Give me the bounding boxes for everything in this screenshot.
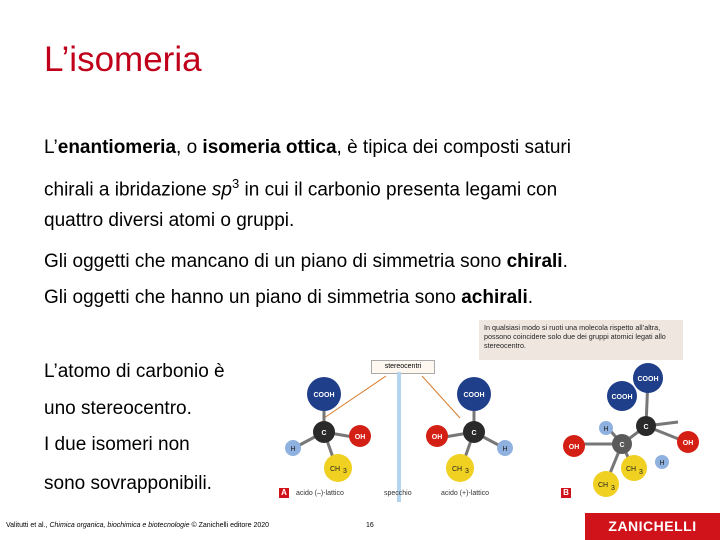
molecule-rotated <box>563 363 699 497</box>
text-run: Gli oggetti che mancano di un piano di simmetria sono <box>44 251 507 272</box>
term-sp: sp <box>211 179 232 201</box>
text-run: Valitutti et al., <box>6 522 50 529</box>
text-run: , è tipica dei composti saturi <box>336 137 571 158</box>
atom-label: H <box>659 460 665 467</box>
paragraph-enantiomeria <box>44 137 571 159</box>
panel-a-tag: A <box>279 488 289 498</box>
atom-label: COOH <box>463 392 485 399</box>
term-achirali: achirali <box>461 287 528 308</box>
arrow-right <box>422 376 460 418</box>
caption-mirror: specchio <box>384 490 412 497</box>
atom-label: COOH <box>611 394 633 401</box>
text-run: Gli oggetti che hanno un piano di simmetria sono <box>44 287 462 308</box>
paragraph-ibridazione <box>44 173 557 201</box>
book-title: Chimica organica, biochimica e biotecnologie <box>49 522 190 529</box>
term-enantiomeria: enantiomeria <box>57 137 177 158</box>
caption-right: acido (+)-lattico <box>441 490 490 497</box>
atom-label: CH <box>597 482 609 489</box>
paragraph-chirali <box>44 251 568 273</box>
atom-label: C <box>321 430 327 437</box>
atom-label: OH <box>568 444 580 451</box>
side-text-line: I due isomeri non <box>44 434 190 455</box>
lactic-acid-figure <box>276 318 716 504</box>
brand-logo: ZANICHELLI <box>585 513 720 540</box>
slide-title: L’isomeria <box>44 40 202 79</box>
atom-label: H <box>603 426 609 433</box>
molecule-right <box>426 377 513 482</box>
atom-label: OH <box>354 434 366 441</box>
footer-credit <box>6 522 269 529</box>
superscript-3: 3 <box>232 176 240 191</box>
term-chirali: chirali <box>506 251 563 272</box>
text-run: . <box>562 251 568 272</box>
side-text-line: uno stereocentro. <box>44 398 192 419</box>
caption-left: acido (–)-lattico <box>296 490 344 497</box>
figure-note: In qualsiasi modo si ruoti una molecola rispetto all’altra, possono coincidere solo due dei gruppi atomici legati allo stereocentro. <box>479 320 683 360</box>
atom-label: C <box>619 442 625 449</box>
atom-label: C <box>643 424 649 431</box>
atom-subscript: 3 <box>639 469 643 476</box>
page-number: 16 <box>366 522 374 529</box>
paragraph-achirali <box>44 287 533 309</box>
atom-label: CH <box>329 466 341 473</box>
atom-subscript: 3 <box>611 485 615 492</box>
text-run: L’ <box>44 137 58 158</box>
side-text-line: L’atomo di carbonio è <box>44 361 225 382</box>
paragraph-gruppi: quattro diversi atomi o gruppi. <box>44 210 295 231</box>
atom-label: CH <box>625 466 637 473</box>
atom-label: COOH <box>313 392 335 399</box>
atom-subscript: 3 <box>343 468 347 475</box>
atom-label: CH <box>451 466 463 473</box>
atom-label: COOH <box>637 376 659 383</box>
text-run: . <box>527 287 534 308</box>
mirror-plane <box>397 372 401 502</box>
atom-label: C <box>471 430 477 437</box>
atom-subscript: 3 <box>465 468 469 475</box>
molecule-left <box>285 377 371 482</box>
atom-label: OH <box>682 440 694 447</box>
term-isomeria-ottica: isomeria ottica <box>202 137 337 158</box>
text-run: in cui il carbonio presenta legami con <box>239 179 558 201</box>
side-text-line: sono sovrapponibili. <box>44 473 212 494</box>
text-run: © Zanichelli editore 2020 <box>189 522 270 529</box>
stereocentri-label: stereocentri <box>371 360 435 374</box>
atom-label: H <box>502 446 508 453</box>
panel-b-tag: B <box>561 488 571 498</box>
text-run: chirali a ibridazione <box>44 179 212 201</box>
text-run: , o <box>176 137 203 158</box>
atom-label: OH <box>431 434 443 441</box>
atom-label: H <box>290 446 296 453</box>
